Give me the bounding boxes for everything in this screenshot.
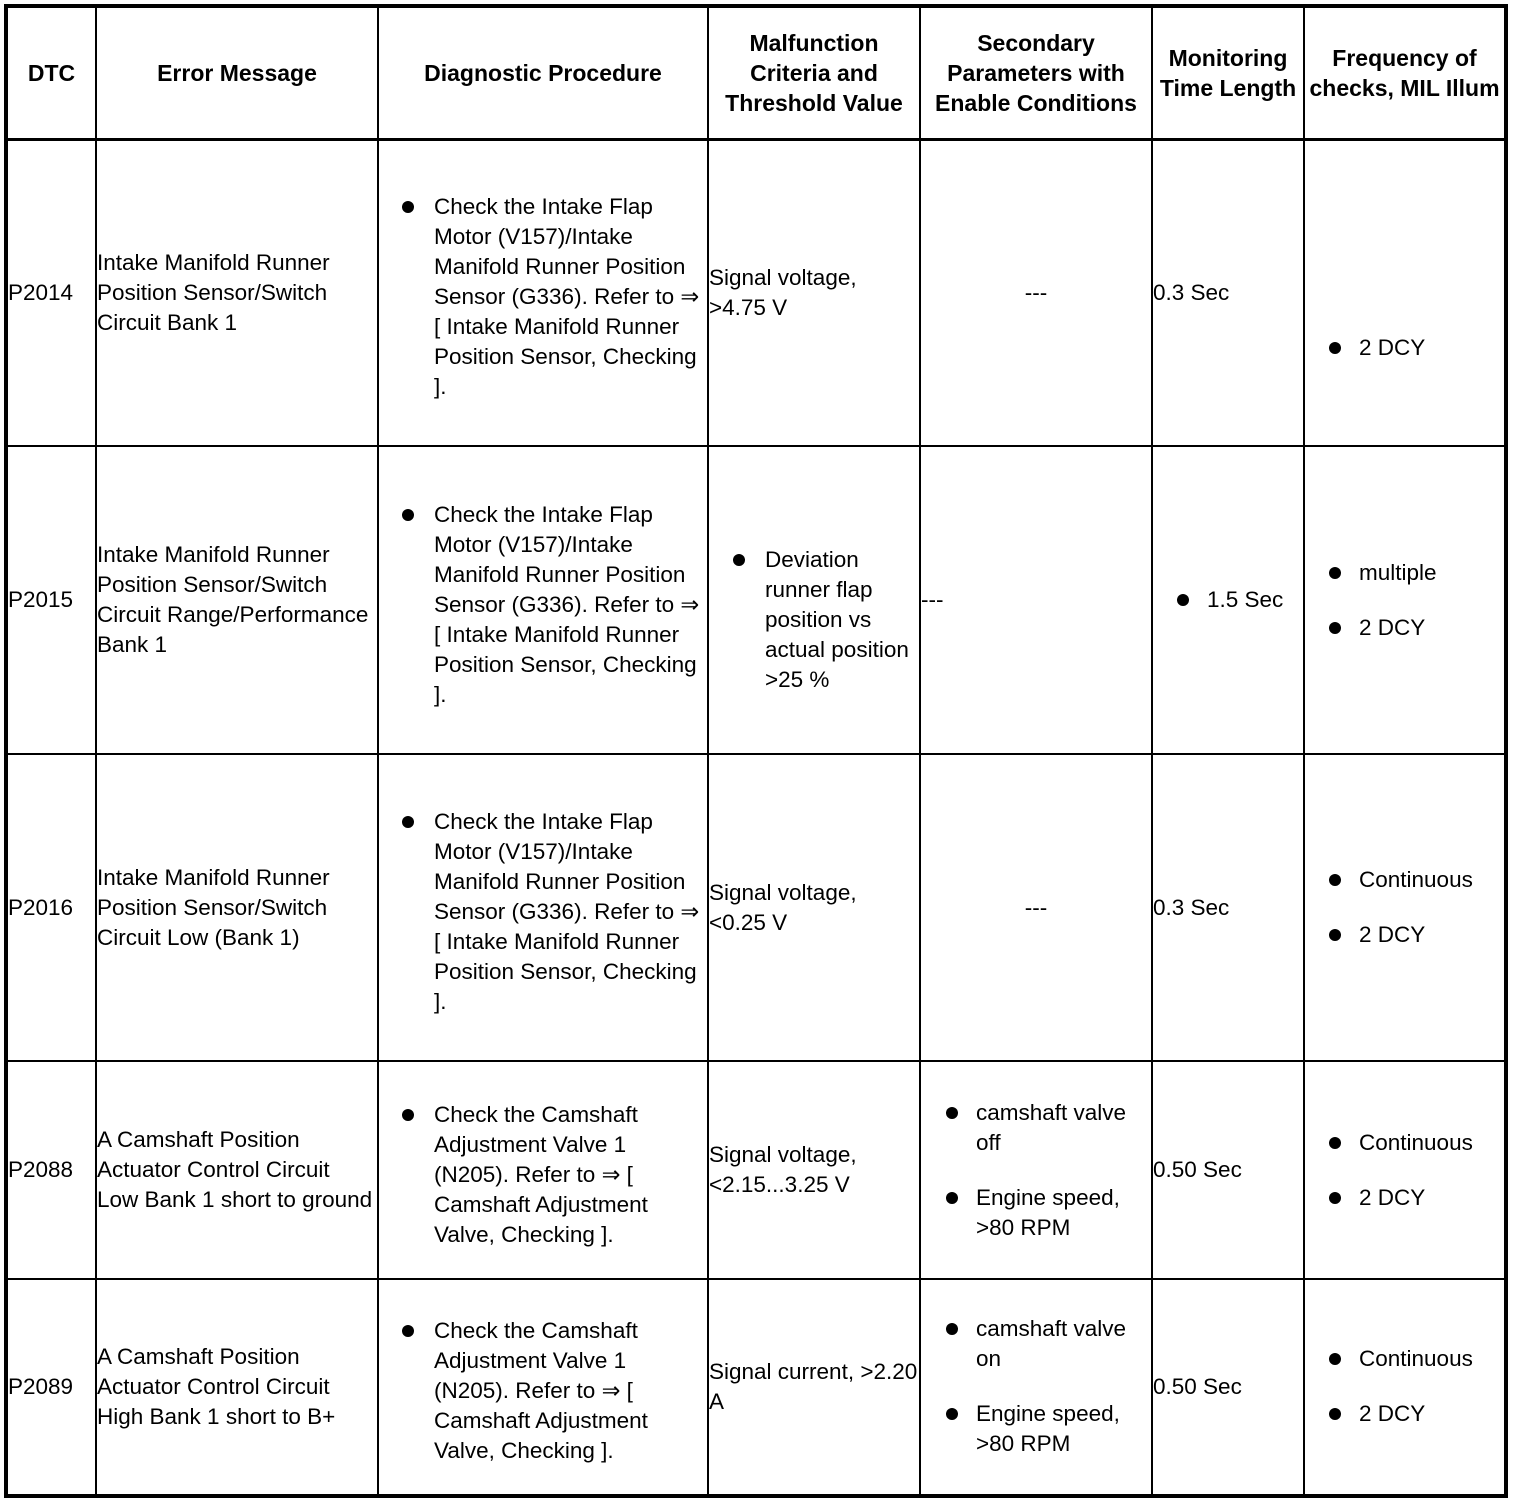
secondary-item: Engine speed, >80 RPM — [976, 1401, 1120, 1457]
bullet-icon — [946, 1408, 958, 1420]
secondary-item: camshaft valve off — [976, 1099, 1127, 1155]
frequency — [1304, 446, 1506, 753]
diagnostic-procedure — [378, 1061, 708, 1278]
bullet-icon — [1329, 929, 1341, 941]
error-message: Intake Manifold Runner Position Sensor/Switch Circuit Bank 1 — [96, 139, 378, 446]
bullet-icon — [1329, 342, 1341, 354]
secondary-item: camshaft valve on — [976, 1316, 1127, 1372]
bullet-icon — [1177, 594, 1189, 606]
monitoring-time: 0.3 Sec — [1152, 139, 1304, 446]
bullet-icon — [1329, 1353, 1341, 1365]
bullet-icon — [1329, 1137, 1341, 1149]
frequency-item: Continuous — [1359, 1129, 1473, 1155]
dtc-table — [4, 4, 1508, 1498]
procedure-text: Check the Camshaft Adjustment Valve 1 (N205). Refer to ⇒ [ Camshaft Adjustment Valve, Checking ]. — [434, 1101, 648, 1247]
procedure-text: Check the Intake Flap Motor (V157)/Intake Manifold Runner Position Sensor (G336). Refer to ⇒ [ Intake Manifold Runner Position Sensor, Checking ]. — [434, 809, 700, 1015]
malfunction-criteria: Signal voltage, >4.75 V — [708, 139, 920, 446]
bullet-icon — [946, 1192, 958, 1204]
bullet-icon — [402, 1325, 414, 1337]
header-secondary-parameters: Secondary Parameters with Enable Conditions — [920, 6, 1152, 139]
frequency-item: 2 DCY — [1359, 335, 1426, 361]
table-row — [6, 139, 1506, 446]
secondary-parameters — [920, 1061, 1152, 1278]
frequency — [1304, 1279, 1506, 1496]
bullet-icon — [733, 554, 745, 566]
diagnostic-procedure — [378, 1279, 708, 1496]
dtc-code: P2015 — [6, 446, 96, 753]
header-dtc: DTC — [6, 6, 96, 139]
bullet-icon — [402, 201, 414, 213]
table-row — [6, 754, 1506, 1061]
bullet-icon — [1329, 1192, 1341, 1204]
bullet-icon — [1329, 1408, 1341, 1420]
table-row — [6, 1279, 1506, 1496]
bullet-icon — [402, 816, 414, 828]
header-frequency: Frequency of checks, MIL Illum — [1304, 6, 1506, 139]
frequency — [1304, 139, 1506, 446]
frequency — [1304, 1061, 1506, 1278]
bullet-icon — [402, 509, 414, 521]
error-message: Intake Manifold Runner Position Sensor/Switch Circuit Low (Bank 1) — [96, 754, 378, 1061]
monitoring-time — [1152, 446, 1304, 753]
bullet-icon — [946, 1323, 958, 1335]
frequency-item: Continuous — [1359, 1346, 1473, 1372]
malfunction-criteria: Signal voltage, <0.25 V — [708, 754, 920, 1061]
malfunction-text: Deviation runner flap position vs actual position >25 % — [765, 546, 909, 692]
frequency-item: Continuous — [1359, 867, 1473, 893]
error-message: A Camshaft Position Actuator Control Circuit Low Bank 1 short to ground — [96, 1061, 378, 1278]
monitoring-time: 0.50 Sec — [1152, 1061, 1304, 1278]
header-error-message: Error Message — [96, 6, 378, 139]
malfunction-criteria: Signal voltage, <2.15...3.25 V — [708, 1061, 920, 1278]
procedure-text: Check the Intake Flap Motor (V157)/Intake Manifold Runner Position Sensor (G336). Refer to ⇒ [ Intake Manifold Runner Position Sensor, Checking ]. — [434, 501, 700, 707]
error-message: A Camshaft Position Actuator Control Circuit High Bank 1 short to B+ — [96, 1279, 378, 1496]
frequency-item: 2 DCY — [1359, 1401, 1426, 1427]
frequency-item: multiple — [1359, 559, 1437, 585]
header-diagnostic-procedure: Diagnostic Procedure — [378, 6, 708, 139]
header-monitoring-time: Monitoring Time Length — [1152, 6, 1304, 139]
header-malfunction-criteria: Malfunction Criteria and Threshold Value — [708, 6, 920, 139]
diagnostic-procedure — [378, 446, 708, 753]
dtc-code: P2016 — [6, 754, 96, 1061]
bullet-icon — [946, 1107, 958, 1119]
malfunction-criteria — [708, 446, 920, 753]
procedure-text: Check the Intake Flap Motor (V157)/Intake Manifold Runner Position Sensor (G336). Refer to ⇒ [ Intake Manifold Runner Position Sensor, Checking ]. — [434, 194, 700, 400]
dtc-code: P2089 — [6, 1279, 96, 1496]
monitoring-time: 0.50 Sec — [1152, 1279, 1304, 1496]
secondary-parameters — [920, 1279, 1152, 1496]
monitoring-time: 0.3 Sec — [1152, 754, 1304, 1061]
diagnostic-procedure — [378, 139, 708, 446]
bullet-icon — [1329, 622, 1341, 634]
bullet-icon — [1329, 874, 1341, 886]
diagnostic-procedure — [378, 754, 708, 1061]
monitoring-text: 1.5 Sec — [1207, 587, 1284, 613]
bullet-icon — [1329, 567, 1341, 579]
error-message: Intake Manifold Runner Position Sensor/Switch Circuit Range/Performance Bank 1 — [96, 446, 378, 753]
secondary-item: Engine speed, >80 RPM — [976, 1184, 1120, 1240]
header-row — [6, 6, 1506, 139]
secondary-parameters: --- — [920, 754, 1152, 1061]
dtc-code: P2088 — [6, 1061, 96, 1278]
secondary-parameters: --- — [920, 139, 1152, 446]
table-row — [6, 1061, 1506, 1278]
table-row — [6, 446, 1506, 753]
frequency-item: 2 DCY — [1359, 1184, 1426, 1210]
frequency — [1304, 754, 1506, 1061]
frequency-item: 2 DCY — [1359, 922, 1426, 948]
bullet-icon — [402, 1109, 414, 1121]
frequency-item: 2 DCY — [1359, 614, 1426, 640]
secondary-parameters: --- — [920, 446, 1152, 753]
procedure-text: Check the Camshaft Adjustment Valve 1 (N205). Refer to ⇒ [ Camshaft Adjustment Valve, Checking ]. — [434, 1318, 648, 1464]
malfunction-criteria: Signal current, >2.20 A — [708, 1279, 920, 1496]
dtc-code: P2014 — [6, 139, 96, 446]
